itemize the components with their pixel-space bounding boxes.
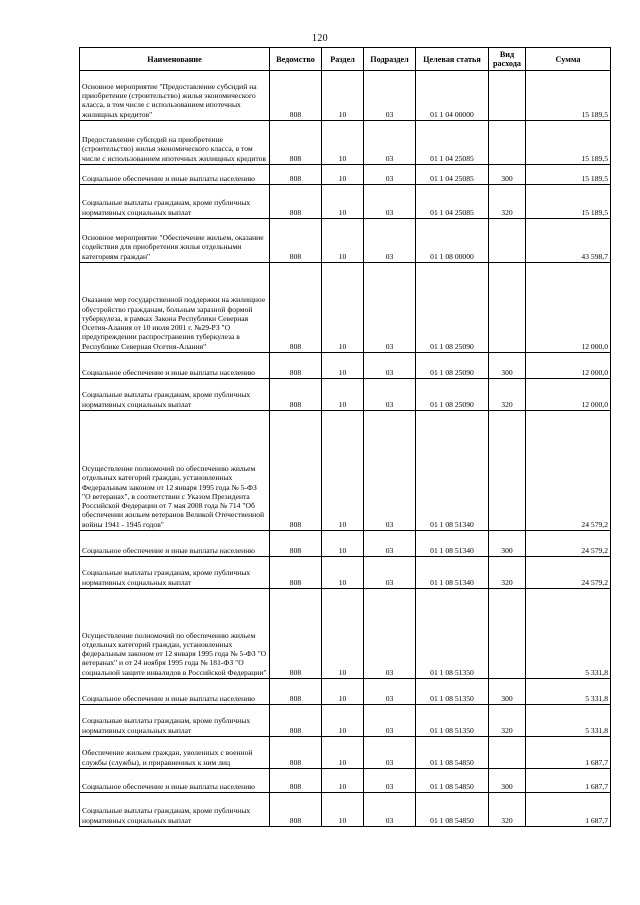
row-name: Социальные выплаты гражданам, кроме публичных нормативных социальных выплат <box>80 185 270 219</box>
row-subsection: 03 <box>364 531 416 557</box>
row-name: Оказание мер государственной поддержки на жилищное обустройство гражданам, больным заразной формой туберкулеза, в рамках Закона Республики Северная Осетия-Алания от 10 июля 2001 г. №29-РЗ "О предупреждении распространения туберкулеза в Республике Северная Осетия-Алания" <box>80 263 270 353</box>
header-dept: Ведомство <box>270 48 322 71</box>
table-row <box>80 793 611 827</box>
row-name: Социальные выплаты гражданам, кроме публичных нормативных социальных выплат <box>80 379 270 411</box>
row-expense-type: 300 <box>489 165 526 185</box>
row-target: 01 1 08 51340 <box>416 557 489 589</box>
row-section: 10 <box>322 411 364 531</box>
row-expense-type: 300 <box>489 769 526 793</box>
row-amount: 15 189,5 <box>526 185 611 219</box>
row-expense-type <box>489 219 526 263</box>
budget-table <box>79 47 611 827</box>
table-row <box>80 185 611 219</box>
row-target: 01 1 08 51340 <box>416 411 489 531</box>
row-subsection: 03 <box>364 705 416 737</box>
row-subsection: 03 <box>364 589 416 679</box>
header-section: Раздел <box>322 48 364 71</box>
row-target: 01 1 04 00000 <box>416 71 489 121</box>
row-name: Социальные выплаты гражданам, кроме публичных нормативных социальных выплат <box>80 705 270 737</box>
row-target: 01 1 08 51350 <box>416 705 489 737</box>
row-dept: 808 <box>270 263 322 353</box>
table-row <box>80 353 611 379</box>
row-expense-type: 320 <box>489 793 526 827</box>
row-dept: 808 <box>270 557 322 589</box>
row-expense-type <box>489 737 526 769</box>
table-row <box>80 121 611 165</box>
row-amount: 15 189,5 <box>526 121 611 165</box>
row-dept: 808 <box>270 353 322 379</box>
row-amount: 5 331,8 <box>526 679 611 705</box>
row-expense-type <box>489 411 526 531</box>
row-amount: 5 331,8 <box>526 589 611 679</box>
row-amount: 12 000,0 <box>526 379 611 411</box>
row-section: 10 <box>322 679 364 705</box>
row-target: 01 1 08 54850 <box>416 793 489 827</box>
row-dept: 808 <box>270 185 322 219</box>
row-target: 01 1 04 25085 <box>416 121 489 165</box>
row-amount: 5 331,8 <box>526 705 611 737</box>
row-name: Социальное обеспечение и иные выплаты населению <box>80 769 270 793</box>
row-target: 01 1 04 25085 <box>416 185 489 219</box>
row-dept: 808 <box>270 411 322 531</box>
table-row <box>80 219 611 263</box>
table-row <box>80 379 611 411</box>
row-dept: 808 <box>270 793 322 827</box>
row-subsection: 03 <box>364 379 416 411</box>
table-row <box>80 737 611 769</box>
table-row <box>80 411 611 531</box>
row-amount: 15 189,5 <box>526 165 611 185</box>
row-dept: 808 <box>270 71 322 121</box>
row-amount: 12 000,0 <box>526 353 611 379</box>
header-target: Целевая статья <box>416 48 489 71</box>
header-subsection: Подраздел <box>364 48 416 71</box>
table-row <box>80 165 611 185</box>
table-row <box>80 263 611 353</box>
row-expense-type: 300 <box>489 353 526 379</box>
row-target: 01 1 08 25090 <box>416 379 489 411</box>
row-target: 01 1 08 51340 <box>416 531 489 557</box>
row-amount: 1 687,7 <box>526 769 611 793</box>
row-subsection: 03 <box>364 165 416 185</box>
header-amount: Сумма <box>526 48 611 71</box>
row-expense-type: 300 <box>489 679 526 705</box>
row-name: Социальное обеспечение и иные выплаты населению <box>80 353 270 379</box>
row-amount: 1 687,7 <box>526 737 611 769</box>
row-amount: 12 000,0 <box>526 263 611 353</box>
row-expense-type <box>489 121 526 165</box>
table-row <box>80 679 611 705</box>
row-dept: 808 <box>270 769 322 793</box>
row-section: 10 <box>322 165 364 185</box>
row-name: Социальное обеспечение и иные выплаты населению <box>80 679 270 705</box>
row-section: 10 <box>322 705 364 737</box>
row-amount: 15 189,5 <box>526 71 611 121</box>
row-subsection: 03 <box>364 769 416 793</box>
row-section: 10 <box>322 219 364 263</box>
row-subsection: 03 <box>364 353 416 379</box>
row-target: 01 1 08 51350 <box>416 589 489 679</box>
row-name: Социальное обеспечение и иные выплаты населению <box>80 531 270 557</box>
row-amount: 43 598,7 <box>526 219 611 263</box>
row-name: Обеспечение жильем граждан, уволенных с военной службы (службы), и приравненных к ним лиц <box>80 737 270 769</box>
row-subsection: 03 <box>364 263 416 353</box>
row-target: 01 1 08 25090 <box>416 263 489 353</box>
row-expense-type <box>489 71 526 121</box>
row-subsection: 03 <box>364 793 416 827</box>
row-subsection: 03 <box>364 121 416 165</box>
row-subsection: 03 <box>364 557 416 589</box>
row-target: 01 1 04 25085 <box>416 165 489 185</box>
row-amount: 24 579,2 <box>526 531 611 557</box>
row-dept: 808 <box>270 679 322 705</box>
table-row <box>80 557 611 589</box>
row-expense-type: 300 <box>489 531 526 557</box>
table-row <box>80 531 611 557</box>
row-section: 10 <box>322 737 364 769</box>
row-dept: 808 <box>270 705 322 737</box>
row-subsection: 03 <box>364 219 416 263</box>
row-name: Социальные выплаты гражданам, кроме публичных нормативных социальных выплат <box>80 793 270 827</box>
row-section: 10 <box>322 185 364 219</box>
row-target: 01 1 08 54850 <box>416 769 489 793</box>
row-section: 10 <box>322 379 364 411</box>
row-subsection: 03 <box>364 737 416 769</box>
row-subsection: 03 <box>364 185 416 219</box>
row-target: 01 1 08 00000 <box>416 219 489 263</box>
row-dept: 808 <box>270 531 322 557</box>
row-subsection: 03 <box>364 411 416 531</box>
row-dept: 808 <box>270 121 322 165</box>
header-row <box>80 48 611 71</box>
row-dept: 808 <box>270 379 322 411</box>
row-target: 01 1 08 54850 <box>416 737 489 769</box>
page-number: 120 <box>312 33 328 44</box>
row-dept: 808 <box>270 219 322 263</box>
row-name: Предоставление субсидий на приобретение (строительство) жилья экономического класса, в том числе с использованием ипотечных жилищных кредитов <box>80 121 270 165</box>
row-dept: 808 <box>270 589 322 679</box>
row-target: 01 1 08 25090 <box>416 353 489 379</box>
row-section: 10 <box>322 353 364 379</box>
row-target: 01 1 08 51350 <box>416 679 489 705</box>
table-row <box>80 769 611 793</box>
header-name: Наименование <box>80 48 270 71</box>
row-expense-type: 320 <box>489 185 526 219</box>
table-row <box>80 589 611 679</box>
row-amount: 24 579,2 <box>526 411 611 531</box>
row-name: Осуществление полномочий по обеспечению жильем отдельных категорий граждан, установленных Федеральным законом от 12 января 1995 года № 5-ФЗ "О ветеранах", в соответствии с Указом Президента Российской Федерации от 7 мая 2008 года № 714 "Об обеспечении жильем ветеранов Великой Отечественной войны 1941 - 1945 годов" <box>80 411 270 531</box>
row-name: Социальные выплаты гражданам, кроме публичных нормативных социальных выплат <box>80 557 270 589</box>
row-subsection: 03 <box>364 71 416 121</box>
table-row <box>80 705 611 737</box>
row-name: Социальное обеспечение и иные выплаты населению <box>80 165 270 185</box>
row-name: Осуществление полномочий по обеспечению жильем отдельных категорий граждан, установленных федеральным законом от 12 января 1995 года № 5-ФЗ "О ветеранах" и от 24 ноября 1995 года № 181-ФЗ "О социальной защите инвалидов в Российской Федерации" <box>80 589 270 679</box>
row-subsection: 03 <box>364 679 416 705</box>
row-section: 10 <box>322 557 364 589</box>
row-section: 10 <box>322 531 364 557</box>
row-section: 10 <box>322 263 364 353</box>
row-section: 10 <box>322 769 364 793</box>
row-dept: 808 <box>270 737 322 769</box>
row-expense-type: 320 <box>489 557 526 589</box>
row-section: 10 <box>322 121 364 165</box>
row-section: 10 <box>322 589 364 679</box>
row-expense-type <box>489 589 526 679</box>
row-name: Основное мероприятие "Обеспечение жильем, оказание содействия для приобретения жилья отдельными категориям граждан" <box>80 219 270 263</box>
row-expense-type: 320 <box>489 705 526 737</box>
row-section: 10 <box>322 71 364 121</box>
header-expense-type: Вид расхода <box>489 48 526 71</box>
row-dept: 808 <box>270 165 322 185</box>
row-amount: 1 687,7 <box>526 793 611 827</box>
row-expense-type: 320 <box>489 379 526 411</box>
row-name: Основное мероприятие "Предоставление субсидий на приобретение (строительство) жилья экономического класса, в том числе с использованием ипотечных жилищных кредитов" <box>80 71 270 121</box>
row-expense-type <box>489 263 526 353</box>
row-amount: 24 579,2 <box>526 557 611 589</box>
table-row <box>80 71 611 121</box>
row-section: 10 <box>322 793 364 827</box>
